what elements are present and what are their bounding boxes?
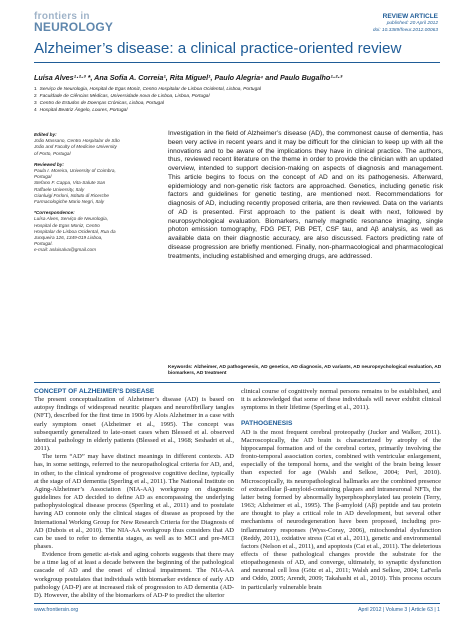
abstract-text: Investigation in the field of Alzheimer’s disease (AD), the commonest cause of dementia, has been very active in recent years and it may be difficult for the clinician to keep up with all the innovations and to be aware of the implications they have in clinical practice. The authors, thus, reviewed recent literature on the theme in order to provide the clinician with an updated overview, intended to support decision-making on aspects of diagnosis and management. This article begins to focus on the concept of AD and on its pathogenesis. Afterward, epidemiology and non-genetic risk factors are approached. Genetics, including genetic risk factors and guidelines for genetic testing, are mentioned next. Recommendations for diagnosis of AD, including recently proposed criteria, are then reviewed. Data on the variants of AD is presented. First approach to the patient is dealt with next, followed by neuropsychological evaluation. Biomarkers, namely magnetic resonance imaging, single photon emission tomography, FDG PET, PiB PET, CSF tau, and Aβ analysis, as well as available data on their diagnostic accuracy, are also discussed. Factors predicting rate of disease progression are briefly mentioned. Finally, non-pharmacological and pharmacological treatments, including established and emerging drugs, are addressed.: [168, 130, 443, 260]
affiliation-item: 1 Serviço de Neurologia, Hospital de Egas Moniz, Centro Hospitalar de Lisboa Ocidental, Lisboa, Portugal: [34, 87, 261, 92]
article-title: Alzheimer’s disease: a clinical practice-oriented review: [34, 40, 402, 57]
body-paragraph: The term “AD” may have distinct meanings in different contexts. AD has, in some settings, referred to the neuropathological criteria for AD, and, in other, to the clinical syndrome of progressive cognitive decline, typically at the stage of AD dementia (Sperling et al., 2011). The National Institute on Aging-Alzheimer’s Association (NIA-AA) workgroup on diagnostic guidelines for AD decided to define AD as encompassing the underlying pathophysiological disease process (Sperling et al., 2011) and to postulate having AD connote only the clinical stages of disease as proposed by the International Working Group for New Research Criteria for the Diagnosis of AD (Dubois et al., 2010). The NIA-AA workgroup thus considers that AD can be used to refer to dementia stages, as well as to MCI and pre-MCI phases.: [34, 453, 234, 550]
body-paragraph: The present conceptualization of Alzheimer’s disease (AD) is based on autopsy findings of widespread neuritic plaques and neurofibrillary tangles (NFT), described for the first time in 1906 by Alois Alzheimer in a case with early symptom onset (Alzheimer et al., 1995). The concept was subsequently generalized to late-onset cases when Blessed et al. observed identical pathology in elderly patients (Blessed et al., 1968; Seshadri et al., 2011).: [34, 396, 234, 453]
editorial-sidebar: [34, 132, 122, 254]
body-right-column: [241, 388, 441, 592]
footer-divider: [34, 603, 440, 604]
doi-link[interactable]: doi: 10.3389/fneur.2012.00063: [372, 27, 438, 33]
editor: João Massano, Centro Hospitalar de São João and Faculty of Medicine University of Porto, Portugal: [34, 138, 120, 156]
published-date: published: 20 April 2012: [386, 20, 438, 26]
body-left-column: [34, 388, 234, 600]
journal-logo-name: NEUROLOGY: [34, 20, 114, 34]
affiliations: [34, 86, 261, 114]
section-heading-pathogenesis: PATHOGENESIS: [241, 420, 293, 428]
affiliation-item: 3 Centro de Estudos de Doenças Crónicas, Lisboa, Portugal: [34, 101, 164, 106]
correspondence-address: Luísa Alves, Serviço de Neurologia, Hospital de Egas Moniz, Centro Hospitalar de Lisboa Ocidental, Rua da Junqueira 126, 1349-019 Lisboa, Portugal.: [34, 216, 116, 247]
footer-citation: April 2012 | Volume 3 | Article 63 | 1: [358, 607, 440, 613]
correspondence-label: *Correspondence:: [34, 210, 75, 216]
reviewed-by-label: Reviewed by:: [34, 161, 64, 167]
footer-website[interactable]: www.frontiersin.org: [34, 607, 79, 613]
edited-by-label: Edited by:: [34, 132, 57, 137]
reviewer: Gianluigi Forloni, Istituto di Ricerche Farmacologiche Mario Negri, Italy: [34, 192, 110, 205]
body-paragraph: clinical course of cognitively normal persons remains to be established, and it is acknowledged that some of these individuals will never exhibit clinical symptoms in their lifetime (Sperling et al., 2011).: [241, 388, 441, 412]
keywords-list: Alzheimer, AD pathogenesis, AD genetics, AD diagnosis, AD variants, AD neuropsychological evaluation, AD biomarkers, AD treatment: [168, 365, 442, 377]
author-list: Luísa Alves¹·²·³ *, Ana Sofia A. Correia¹, Rita Miguel¹, Paulo Alegria⁴ and Paulo Bugalho¹·²·³: [34, 73, 343, 82]
journal-logo-top: frontiers in: [34, 11, 90, 22]
affiliation-item: 4 Hospital Beatriz Ângelo, Loures, Portugal: [34, 108, 128, 113]
article-meta: [373, 14, 438, 34]
keywords: [168, 365, 443, 378]
reviewer: Paula I. Moreira, University of Coimbra, Portugal: [34, 168, 116, 180]
reviewer: Stefano F. Cappa, Vita-Salute San Raffaele University, Italy: [34, 180, 106, 192]
keywords-label: Keywords:: [168, 365, 193, 370]
body-paragraph: AD is the most frequent cerebral proteopathy (Jucker and Walker, 2011). Macroscopically, the AD brain is characterized by atrophy of the hippocampal formation and of the cerebral cortex, primarily involving the fronto-temporal association cortex, combined with ventricular enlargement, especially of the temporal horns, and the weight of the brain being lesser than expected for age (Walsh and Selkoe, 2004; Perl, 2010). Microscopically, its neuropathological hallmarks are the combined presence of extracellular β-amyloid-containing plaques and intraneuronal NFTs, the latter being formed by abnormally hyperphosphorylated tau protein (Terry, 1963; Alzheimer et al., 1995). The β-amyloid (Aβ) peptide and tau protein are thought to play a critical role in AD development, but several other mechanisms of neurodegeneration have been proposed, including pro-inflammatory responses (Wyss-Coray, 2006), mitochondrial dysfunction (Reddy, 2011), oxidative stress (Cai et al., 2011), genetic and environmental factors (Nelson et al., 2011), and apoptosis (Cai et al., 2011). The deleterious effects of these pathological changes provide the substrate for the etiopathogenesis of AD, and converge, ultimately, to synaptic dysfunction and neuronal cell loss (Götz et al., 2011; Walsh and Selkoe, 2004; LaFerla and Oddo, 2005; Arendt, 2009; Takahashi et al., 2010). This process occurs in particularly vulnerable brain: [241, 428, 441, 591]
body-paragraph: Evidence from genetic at-risk and aging cohorts suggests that there may be a time lag of at least a decade between the beginning of the pathological cascade of AD and the onset of clinical impairment. The NIA-AA workgroup postulates that individuals with biomarker evidence of early AD pathology (AD-P) are at increased risk of progression to AD dementia (AD-D). However, the ability of the biomarkers of AD-P to predict the ulterior: [34, 551, 234, 599]
article-type: REVIEW ARTICLE: [382, 13, 438, 20]
affiliation-item: 2 Faculdade de Ciências Médicas, Universidade nova de Lisboa, Lisboa, Portugal: [34, 94, 210, 99]
abstract-divider: [34, 382, 440, 383]
title-divider: [34, 62, 440, 63]
correspondence-email[interactable]: e-mail: asluisalva@gmail.com: [34, 247, 97, 253]
section-heading-concept: CONCEPT OF ALZHEIMER’S DISEASE: [34, 388, 155, 395]
